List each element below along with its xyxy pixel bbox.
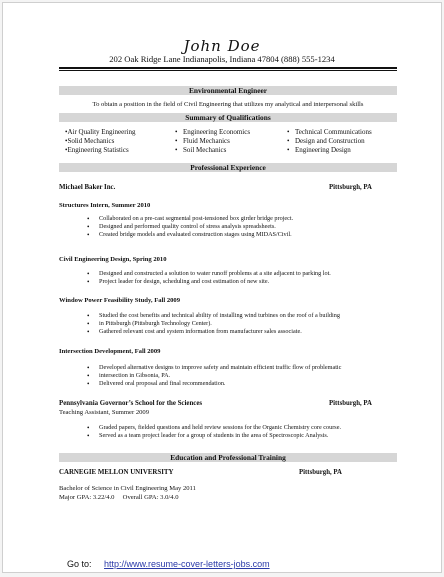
- job-bullets: [85, 364, 341, 388]
- employer-role: Teaching Assistant, Summer 2009: [59, 409, 150, 416]
- resume-page: [2, 2, 442, 573]
- list-item: • Designed and constructed a solution to water runoff problems at a site adjacent to parking lot.: [85, 270, 331, 278]
- employer-location: Pittsburgh, PA: [329, 400, 372, 407]
- list-item: • Developed alternative designs to improve safety and maintain efficient traffic flow of problematic: [85, 364, 341, 372]
- job-bullets: [85, 312, 340, 336]
- gpa-text: Major GPA: 3.22/4.0 Overall GPA: 3.0/4.0: [59, 494, 179, 501]
- qualification-item: • Design and Construction: [287, 137, 365, 145]
- bullet-icon: •: [175, 137, 178, 145]
- contact-address: 202 Oak Ridge Lane Indianapolis, Indiana 47804 (888) 555-1234: [109, 54, 335, 64]
- qualifications-list: [65, 128, 395, 155]
- qualification-item: • Soil Mechanics: [175, 146, 227, 154]
- candidate-name: John Doe: [183, 37, 261, 55]
- qualifications-column-2: [175, 128, 287, 155]
- job-title: Structures Intern, Summer 2010: [59, 202, 151, 209]
- qualifications-column-3: [287, 128, 395, 155]
- job-title: Intersection Development, Fall 2009: [59, 348, 161, 355]
- qualification-item: • Engineering Design: [287, 146, 351, 154]
- qualification-item: •Engineering Statistics: [65, 146, 129, 154]
- bullet-icon: •: [287, 137, 290, 145]
- list-item: • Studied the cost benefits and technical ability of installing wind turbines on the roof of a building: [85, 312, 340, 320]
- qualifications-heading: Summary of Qualifications: [59, 113, 397, 122]
- list-item: • Designed and performed quality control of stress analysis spreadsheets.: [85, 223, 293, 231]
- qualification-item: • Technical Communications: [287, 128, 372, 136]
- job-title: Window Power Feasibility Study, Fall 2009: [59, 297, 181, 304]
- job-bullets: [85, 215, 293, 239]
- qualification-item: • Engineering Economics: [175, 128, 251, 136]
- bullet-icon: •: [287, 128, 290, 136]
- list-item: • Served as a team project leader for a group of students in the area of Spectroscopic Analysis.: [85, 432, 341, 440]
- job-bullets: [85, 424, 341, 440]
- header-rule: [59, 67, 397, 69]
- employer-location: Pittsburgh, PA: [329, 184, 372, 191]
- bullet-icon: •: [175, 146, 178, 154]
- list-item: • Graded papers, fielded questions and held review sessions for the Organic Chemistry core course.: [85, 424, 341, 432]
- degree-text: Bachelor of Science in Civil Engineering May 2011: [59, 485, 196, 492]
- experience-heading: Professional Experience: [59, 163, 397, 172]
- list-item: • intersection in Gibsonia, PA.: [85, 372, 341, 380]
- education-heading: Education and Professional Training: [59, 453, 397, 462]
- qualifications-column-1: [65, 128, 175, 155]
- bullet-icon: •: [175, 128, 178, 136]
- header-rule-thin: [59, 70, 397, 71]
- school-name: CARNEGIE MELLON UNIVERSITY: [59, 469, 174, 476]
- website-link[interactable]: http://www.resume-cover-letters-jobs.com: [104, 559, 270, 569]
- title-bar: Environmental Engineer: [59, 86, 397, 95]
- list-item: • Project leader for design, scheduling and cost estimation of new site.: [85, 278, 331, 286]
- job-title: Civil Engineering Design, Spring 2010: [59, 256, 167, 263]
- qualification-item: • Fluid Mechanics: [175, 137, 230, 145]
- bullet-icon: •: [287, 146, 290, 154]
- footer-link-line: [67, 559, 270, 569]
- list-item: • Delivered oral proposal and final recommendation.: [85, 380, 341, 388]
- employer-name: Pennsylvania Governor’s School for the Sciences: [59, 400, 203, 407]
- list-item: • Gathered relevant cost and system information from manufacturer sales associate.: [85, 328, 340, 336]
- objective-text: To obtain a position in the field of Civil Engineering that utilizes my analytical and interpersonal skills: [92, 101, 364, 108]
- list-item: • Collaborated on a pre-cast segmental post-tensioned box girder bridge project.: [85, 215, 293, 223]
- school-location: Pittsburgh, PA: [299, 469, 342, 476]
- qualification-item: •Solid Mechanics: [65, 137, 115, 145]
- goto-label: Go to:: [67, 559, 92, 569]
- job-bullets: [85, 270, 331, 286]
- qualification-item: •Air Quality Engineering: [65, 128, 136, 136]
- employer-name: Michael Baker Inc.: [59, 184, 116, 191]
- list-item: • Created bridge models and evaluated construction stages using MIDAS/Civil.: [85, 231, 293, 239]
- list-item: • in Pittsburgh (Pittsburgh Technology Center).: [85, 320, 340, 328]
